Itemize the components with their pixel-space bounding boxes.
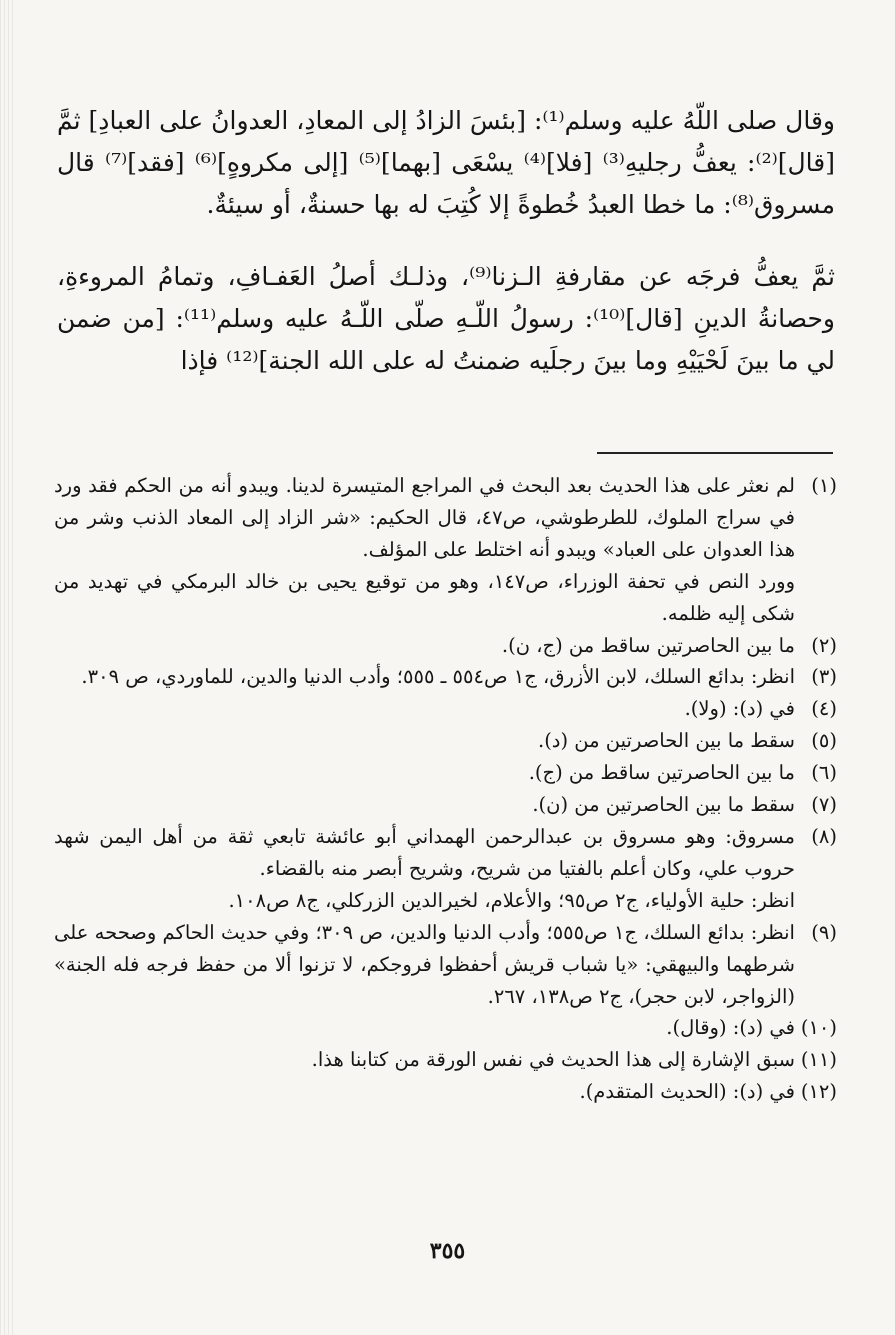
footnote-text: في (د): (ولا).: [684, 697, 795, 721]
footnote-text: انظر: بدائع السلك، ج١ ص٥٥٥؛ وأدب الدنيا والدين، ص ٣٠٩؛ وفي حديث الحاكم وصححه على شرطهما والبيهقي: «يا شباب قريش أحفظوا فروجكم، لا تزنوا ألا من حفظ فرجه فله الجنة» (الزواجر، لابن حجر)، ج٢ ص١٣٨، ٢٦٧.: [54, 920, 795, 1008]
footnote-number: (١٢): [800, 1080, 837, 1104]
footnote-text: وورد النص في تحفة الوزراء، ص١٤٧، وهو من توقيع يحيى بن خالد البرمكي في تهديد من شكى إليه ظلمه.: [54, 569, 795, 625]
main-paragraph-1: وقال صلى اللّهُ عليه وسلم⁽¹⁾: [بئسَ الزادُ إلى المعادِ، العدوانُ على العبادِ] ثمَّ [قال]⁽²⁾: يعفُّ رجليهِ⁽³⁾ [فلا]⁽⁴⁾ يسْعَى [بهما]⁽⁵⁾ [إلى مكروهٍ]⁽⁶⁾ [فقد]⁽⁷⁾ قال مسروق⁽⁸⁾: ما خطا العبدُ خُطوةً إلا كُتِبَ له بها حسنةٌ، أو سيئةٌ.: [57, 106, 835, 219]
footnote-number: (٦): [811, 761, 837, 785]
main-paragraph-2: ثمَّ يعفُّ فرجَه عن مقارفةِ الـزنا⁽⁹⁾، وذلـك أصلُ العَفـافِ، وتمامُ المروءةِ، وحصانةُ الدينِ [قال]⁽¹⁰⁾: رسولُ اللّـهِ صلّى اللّـهُ عليه وسلم⁽¹¹⁾: [من ضمن لي ما بينَ لَحْيَيْهِ وما بينَ رجلَيه ضمنتُ له على الله الجنة]⁽¹²⁾ فإذا: [57, 262, 835, 375]
footnote-5: [54, 725, 837, 757]
footnote-9: [54, 917, 837, 1013]
footnote-number: (٨): [811, 824, 837, 848]
footnote-number: (٧): [811, 793, 837, 817]
page-binding-edge: [0, 0, 14, 1335]
footnote-number: (١١): [800, 1048, 837, 1072]
footnote-text: ما بين الحاصرتين ساقط من (ج، ن).: [501, 633, 795, 657]
footnote-4: [54, 693, 837, 725]
footnote-number: (٤): [811, 697, 837, 721]
footnote-11: [54, 1044, 837, 1076]
footnote-number: (٣): [811, 665, 837, 689]
footnote-text: انظر: بدائع السلك، لابن الأزرق، ج١ ص٥٥٤ ـ ٥٥٥؛ وأدب الدنيا والدين، للماوردي، ص ٣٠٩.: [81, 665, 795, 689]
footnote-number: (٢): [811, 633, 837, 657]
footnote-10: [54, 1012, 837, 1044]
footnote-text: في (د): (وقال).: [666, 1016, 795, 1040]
footnote-separator: [597, 452, 833, 454]
footnote-number: (٩): [811, 920, 837, 944]
footnote-text: سقط ما بين الحاصرتين من (ن).: [532, 793, 795, 817]
main-text: [57, 100, 835, 382]
footnote-number: (١): [811, 474, 837, 497]
footnote-7: [54, 789, 837, 821]
footnote-3: [54, 661, 837, 693]
footnote-text: سبق الإشارة إلى هذا الحديث في نفس الورقة من كتابنا هذا.: [311, 1048, 795, 1072]
footnote-text: لم نعثر على هذا الحديث بعد البحث في المراجع المتيسرة لدينا. ويبدو أنه من الحكم فقد ورد في سراج الملوك، للطرطوشي، ص٤٧، قال الحكيم: «شر الزاد إلى المعاد الذنب وشر من هذا العدوان على العباد» ويبدو أنه اختلط على المؤلف.: [54, 474, 795, 561]
footnote-text: ما بين الحاصرتين ساقط من (ج).: [528, 761, 795, 785]
footnote-8: [54, 821, 837, 917]
footnote-text: انظر: حلية الأولياء، ج٢ ص٩٥؛ والأعلام، لخيرالدين الزركلي، ج٨ ص١٠٨.: [228, 888, 795, 912]
footnote-12: [54, 1076, 837, 1108]
footnotes: [54, 470, 837, 1108]
footnote-text: في (د): (الحديث المتقدم).: [579, 1080, 795, 1104]
footnote-text: سقط ما بين الحاصرتين من (د).: [538, 729, 795, 753]
footnote-number: (١٠): [800, 1016, 837, 1040]
footnote-text: مسروق: وهو مسروق بن عبدالرحمن الهمداني أبو عائشة تابعي ثقة من أهل اليمن شهد حروب علي، وكان أعلم بالفتيا من شريح، وشريح أبصر منه بالقضاء.: [54, 824, 795, 880]
footnote-1: [54, 470, 837, 630]
footnote-2: [54, 630, 837, 662]
footnote-number: (٥): [811, 729, 837, 753]
footnote-6: [54, 757, 837, 789]
page-number: ٣٥٥: [429, 1238, 466, 1264]
